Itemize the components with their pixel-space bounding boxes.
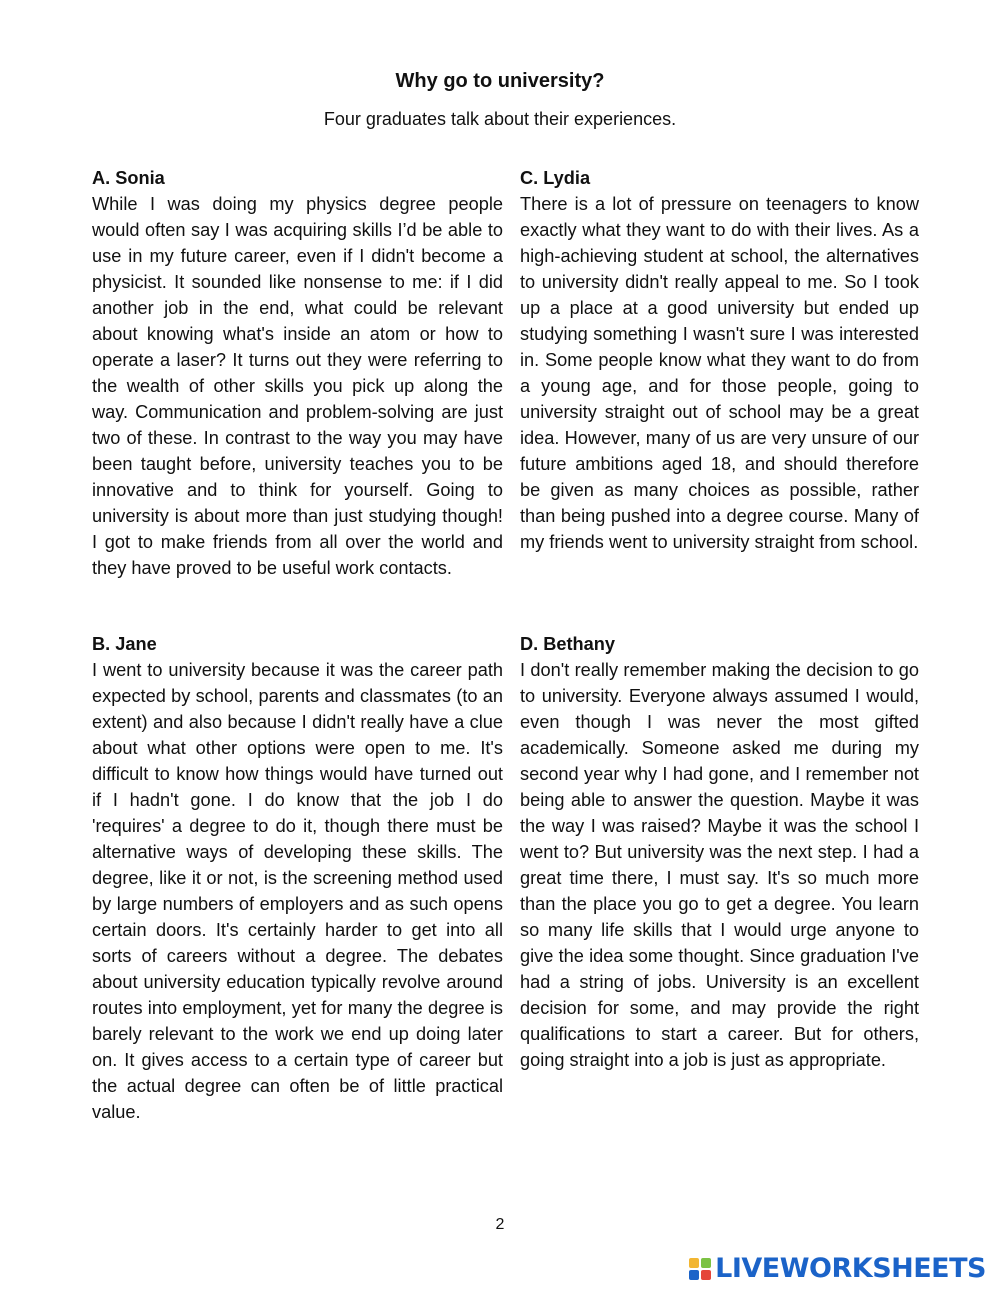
page-subtitle: Four graduates talk about their experiences. xyxy=(323,109,677,129)
section-jane xyxy=(92,631,503,1125)
logo-tile xyxy=(689,1270,699,1280)
logo-tile xyxy=(701,1258,711,1268)
section-bethany xyxy=(520,631,919,1073)
page-number: 2 xyxy=(495,1216,505,1233)
page-title: Why go to university? xyxy=(395,70,605,92)
brand-name: LIVEWORKSHEETS xyxy=(715,1253,986,1284)
section-body: I don't really remember making the decision to go to university. Everyone always assumed I would, even though I was never the most gifted academically. Someone asked me during my second year why I had gone, and I remember not being able to answer the question. Maybe it was the way I was raised? Maybe it was the school I went to? But university was the next step. I had a great time there, I must say. It's so much more than the place you go to get a degree. You learn so many life skills that I would urge anyone to give the idea some thought. Since graduation I've had a string of jobs. University is an excellent decision for some, and may provide the right qualifications to start a career. But for others, going straight into a job is just as appropriate. xyxy=(520,660,919,1070)
section-heading: A. Sonia xyxy=(92,168,165,188)
section-heading: C. Lydia xyxy=(520,168,591,188)
liveworksheets-brand[interactable] xyxy=(689,1252,986,1286)
section-body: There is a lot of pressure on teenagers to know exactly what they want to do with their lives. As a high-achieving student at school, the alternatives to university didn't really appeal to me. So I took up a place at a good university but ended up studying something I wasn't sure I was interested in. Some people know what they want to do from a young age, and for those people, going to university straight out of school may be a great idea. However, many of us are very unsure of our future ambitions aged 18, and should therefore be given as many choices as possible, rather than being pushed into a degree course. Many of my friends went to university straight from school. xyxy=(520,194,919,552)
section-sonia xyxy=(92,165,503,581)
section-lydia xyxy=(520,165,919,555)
section-heading: D. Bethany xyxy=(520,634,615,654)
section-body: While I was doing my physics degree people would often say I was acquiring skills I’d be able to use in my future career, even if I didn't become a physicist. It sounded like nonsense to me: if I did another job in the end, what could be relevant about knowing what's inside an atom or how to operate a laser? It turns out they were referring to the wealth of other skills you pick up along the way. Communication and problem-solving are just two of these. In contrast to the way you may have been taught before, university teaches you to be innovative and to think for yourself. Going to university is about more than just studying though! I got to make friends from all over the world and they have proved to be useful work contacts. xyxy=(92,194,503,578)
logo-tile xyxy=(689,1258,699,1268)
section-heading: B. Jane xyxy=(92,634,157,654)
section-body: I went to university because it was the career path expected by school, parents and classmates (to an extent) and also because I didn't really have a clue about what other options were open to me. It's difficult to know how things would have turned out if I hadn't gone. I do know that the job I do 'requires' a degree to do it, though there must be alternative ways of developing these skills. The degree, like it or not, is the screening method used by large numbers of employers and as such opens certain doors. It's certainly harder to get into all sorts of careers without a degree. The debates about university education typically revolve around routes into employment, yet for many the degree is barely relevant to the work we end up doing later on. It gives access to a certain type of career but the actual degree can often be of little practical value. xyxy=(92,660,503,1122)
logo-tile xyxy=(701,1270,711,1280)
liveworksheets-logo-icon xyxy=(689,1258,711,1280)
